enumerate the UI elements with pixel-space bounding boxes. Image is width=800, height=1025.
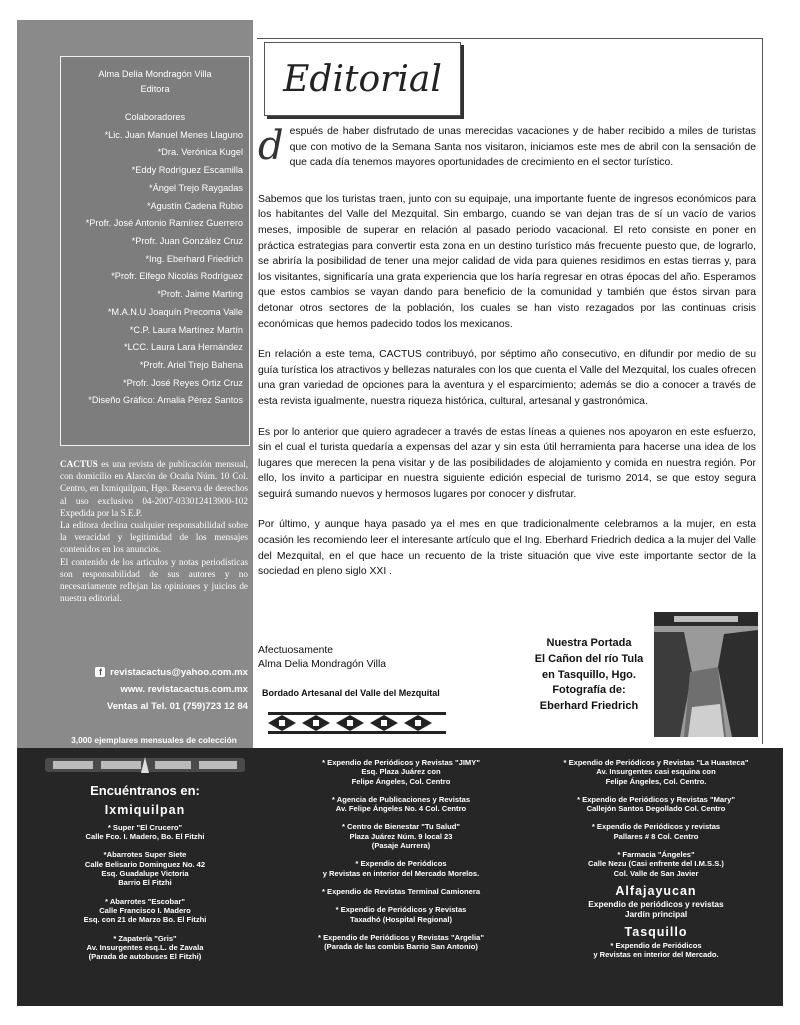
collaborator: *Profr. Ariel Trejo Bahena — [139, 359, 243, 370]
collaborators-list — [61, 127, 249, 410]
collaborator: *Lic. Juan Manuel Menes Llaguno — [104, 129, 243, 140]
store-listing: Expendio de periódicos y revistas Jardín principal — [588, 899, 724, 919]
store-listing: * Expendio de Revistas Terminal Camionera — [321, 886, 481, 896]
collaborator: *Profr. José Reyes Ortiz Cruz — [123, 377, 243, 388]
facebook-icon: f — [95, 667, 105, 677]
legal-notice — [60, 458, 248, 604]
cover-caption-line: Eberhard Friedrich — [539, 700, 639, 713]
cover-caption — [530, 636, 648, 715]
legal-paragraph-3: El contenido de los artículos y notas periodísticas son responsabilidad de sus autores y no necesariamente reflejan las opiniones y juicios de nuestra editorial. — [60, 556, 248, 604]
store-listing: * Expendio de Periódicos y Revistas en interior del Mercado Morelos. — [322, 859, 480, 878]
print-run: 3,000 ejemplares mensuales de colección — [71, 735, 237, 745]
editor-name: Alma Delia Mondragón Villa — [98, 69, 212, 79]
email-link[interactable]: revistacactus@yahoo.com.mx — [110, 667, 248, 678]
collaborator: *Profr. Jaime Marting — [157, 289, 243, 300]
collaborator: *Dra. Verónica Kugel — [157, 147, 243, 158]
cactus-logo — [45, 756, 245, 774]
editorial-title-box — [264, 42, 461, 116]
legal-brand: CACTUS — [60, 459, 98, 469]
collaborator: *Profr. Juan González Cruz — [131, 236, 243, 246]
distribution-band — [17, 748, 783, 1006]
paragraph-2: Sabemos que los turistas traen, junto con su equipaje, una importante fuente de ingresos económicos para los habitantes del Valle del Mezquital. Sin embargo, cuando se van dejan tras de sí un vacío de varios meses, imposible de superar en relación al pasado periodo vacacional. El reto consiste en poner en práctica estrategias para convertir esta zona en un destino turístico más frecuente puesto que, de lograrlo, se abriría la posibilidad de tener una mejor calidad de vida para quienes residimos en estas tierras y, para los visitantes, significaría una grata experiencia que los haría regresar en otras épocas del año. Esperamos que estos cambios se vayan dando para beneficio de la comunidad y también que éstos sirvan para detonar otros sectores de la población, los cuales se han visto rezagados por las continuas crisis económicas que hemos padecido todos los mexicanos. — [258, 193, 756, 330]
cover-caption-line: Nuestra Portada — [546, 637, 632, 649]
collaborator: *LCC. Laura Lara Hernández — [124, 342, 243, 353]
paragraph-3: En relación a este tema, CACTUS contribuyó, por séptimo año consecutivo, en difundir por medio de su guía turística los atractivos y bellezas naturales con los que cuenta el Valle del Mezquital, los cuales ofrecen una gran variedad de opciones para la aventura y el esparcimiento; además se dio a conocer a través de esta revista igualmente, nuestra riqueza histórica, cultural, artesanal y gastronómica. — [258, 349, 756, 407]
cover-thumbnail — [654, 612, 758, 737]
store-listing: * Agencia de Publicaciones y Revistas Av. Felipe Ángeles No. 4 Col. Centro — [331, 794, 471, 814]
city-ixmiquilpan: Ixmiquilpan — [104, 802, 186, 817]
legal-text: es una revista de publicación mensual, con domicilio en Alarcón de Ocaña Núm. 10 Col. Centro, en Ixmiquilpan, Hgo. Reserva de derechos al uso exclusivo 04-2007-033012413900-102 Expedida por la S.E.P. — [60, 459, 249, 518]
paragraph-4: Es por lo anterior que quiero agradecer a través de estas líneas a quienes nos apoyaron en este esfuerzo, sin el cual el turista quedaría a expensas del azar y sin esta útil herramienta para hacerse una idea de los lugares que merecen la pena visitar y de las posibilidades de alojamiento y comida en nuestra región. Por ello, los invito a participar en nuestra siguiente edición especial de turismo 2014, se que estoy segura seguirá sumando nuevos y hermosos lugares por conocer y disfrutar. — [258, 426, 756, 500]
sales-phone: Ventas al Tel. 01 (759)723 12 84 — [106, 701, 248, 712]
distribution-column-3 — [529, 758, 783, 969]
store-listing: * Expendio de Periódicos y Revistas "La Huasteca" Av. Insurgentes casi esquina con Felipe Ángeles, Col. Centro. — [563, 758, 749, 786]
embroidery-caption: Bordado Artesanal del Valle del Mezquital — [262, 688, 440, 698]
paragraph-1 — [258, 124, 756, 171]
cover-caption-line: Fotografía de: — [552, 684, 626, 697]
city-alfajayucan: Alfajayucan — [615, 883, 697, 898]
paragraph-5: Por último, y aunque haya pasado ya el mes en que tradicionalmente celebramos a la mujer, en esta ocasión les recomiendo leer el interesante artículo que el Ing. Eberhard Friedrich dedica a la mujer del Valle del Mezquital, en el que hace un recuento de la triste situación que vive este importante sector de la sociedad en pleno siglo XXI . — [258, 519, 756, 578]
find-us-title: Encuéntranos en: — [90, 783, 200, 799]
store-listing: * Expendio de Periódicos y revistas Pallares # 8 Col. Centro — [591, 822, 721, 841]
email-row — [60, 664, 248, 681]
paragraph-1-text: espués de haber disfrutado de unas merecidas vacaciones y de haber recibido a miles de turistas que con motivo de la Semana Santa nos visitaron, iniciamos este mes de abril con la sensación de que cada día tenemos mayores oportunidades de crecimiento en el sector turístico. — [289, 126, 756, 169]
contact-info — [60, 664, 248, 715]
store-listing: * Expendio de Periódicos y Revistas "Mary" Callejón Santos Degollado Col. Centro — [577, 794, 735, 814]
legal-paragraph-1 — [60, 458, 248, 519]
collaborator: *Profr. José Antonio Ramírez Guerrero — [85, 218, 243, 229]
store-listing: * Abarrotes "Escobar" Calle Francisco I. Madero Esq. con 21 de Marzo Bo. El Fitzhi — [83, 896, 207, 925]
legal-paragraph-2: La editora declina cualquier responsabilidad sobre la veracidad y legitimidad de los mensajes contenidos en los anuncios. — [60, 520, 248, 555]
store-listing: * Super "El Crucero" Calle Fco. I. Madero, Bo. El Fitzhi — [85, 822, 205, 842]
signature: Alma Delia Mondragón Villa — [258, 659, 387, 670]
store-listing: * Farmacia "Ángeles" Calle Nezu (Casi enfrente del I.M.S.S.) Col. Valle de San Javier — [588, 850, 724, 878]
editor-role: Editora — [140, 83, 170, 94]
store-listing: * Expendio de Periódicos y Revistas "Argelia" (Parada de las combis Barrio San Antonio) — [318, 932, 484, 952]
editorial-title: Editorial — [283, 58, 442, 100]
store-listing: * Expendio de Periódicos y Revistas en interior del Mercado. — [593, 941, 719, 960]
collaborator: *Diseño Gráfico: Amalia Pérez Santos — [88, 395, 243, 406]
collaborator: *Eddy Rodríguez Escamilla — [131, 165, 243, 176]
cover-caption-line: El Cañon del río Tula — [534, 652, 644, 665]
store-listing: * Expendio de Periódicos y Revistas "JIMY" Esq. Plaza Juárez con Felipe Ángeles, Col. Centro — [322, 758, 480, 786]
drop-cap: d — [258, 123, 284, 169]
closing: Afectuosamente — [258, 645, 334, 656]
collaborator: *Ángel Trejo Raygadas — [149, 182, 243, 193]
distribution-column-2 — [273, 758, 529, 960]
store-listing: * Zapatería "Gris" Av. Insurgentes esq.L. de Zavala (Parada de autobuses El Fitzhi) — [86, 933, 204, 962]
embroidery-image — [262, 710, 452, 736]
store-listing: *Abarrotes Super Siete Calle Belisario Dominguez No. 42 Esq. Guadalupe Victoria Barrio El Fitzhi — [84, 850, 206, 888]
collaborator: *Profr. Elfego Nicolás Rodríguez — [111, 271, 243, 282]
collaborator: *M.A.N.U Joaquín Precoma Valle — [107, 306, 243, 317]
store-listing: * Expendio de Periódicos y Revistas Taxadhó (Hospital Regional) — [335, 905, 467, 924]
collaborators-title: Colaboradores — [124, 112, 186, 123]
collaborator: *C.P. Laura Martínez Martín — [129, 324, 243, 335]
city-tasquillo: Tasquillo — [624, 924, 688, 939]
collaborator: *Agustín Cadena Rubio — [146, 200, 243, 211]
signoff — [258, 644, 386, 672]
distribution-column-1 — [17, 748, 273, 970]
cover-caption-line: en Tasquillo, Hgo. — [542, 668, 636, 681]
store-listing: * Centro de Bienestar "Tu Salud" Plaza Juárez Núm. 9 local 23 (Pasaje Aurrera) — [341, 822, 461, 851]
editorial-article — [258, 124, 756, 595]
credits-box — [60, 56, 250, 446]
website-link[interactable]: www. revistacactus.com.mx — [120, 684, 248, 695]
collaborator: *Ing. Eberhard Friedrich — [145, 253, 243, 264]
